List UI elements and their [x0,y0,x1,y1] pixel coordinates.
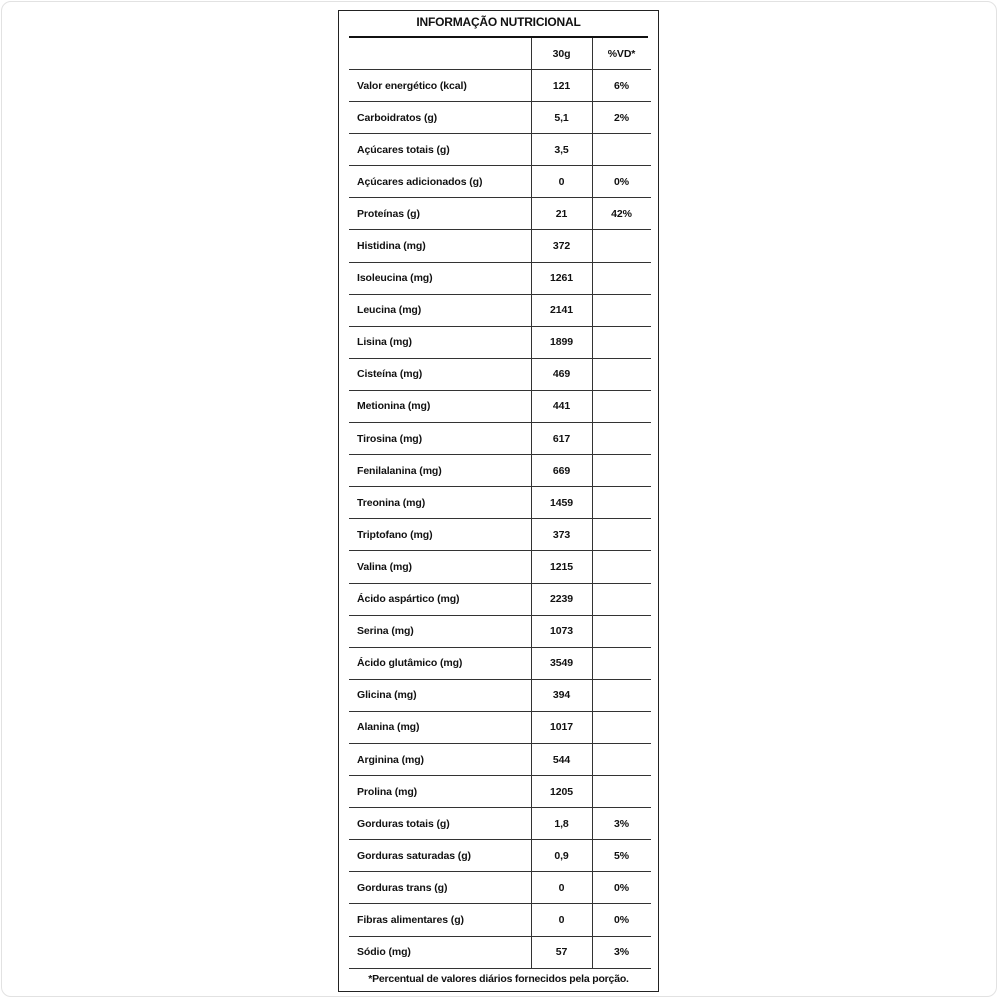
table-row [349,808,651,840]
nutrient-daily-value [592,519,651,551]
nutrient-name: Ácido aspártico (mg) [349,583,531,615]
table-row [349,166,651,198]
nutrient-amount: 373 [531,519,592,551]
nutrient-daily-value [592,134,651,166]
nutrient-daily-value [592,326,651,358]
nutrient-name: Isoleucina (mg) [349,262,531,294]
table-row [349,872,651,904]
header-nutrient [349,38,531,70]
nutrient-daily-value [592,615,651,647]
footnote: *Percentual de valores diários fornecidos pela porção. [368,973,629,985]
table-row [349,102,651,134]
nutrient-amount: 121 [531,70,592,102]
nutrient-name: Prolina (mg) [349,776,531,808]
table-row [349,294,651,326]
nutrient-name: Açúcares totais (g) [349,134,531,166]
nutrient-daily-value: 6% [592,70,651,102]
table-row [349,487,651,519]
table-row [349,551,651,583]
nutrient-amount: 3,5 [531,134,592,166]
nutrient-daily-value: 0% [592,166,651,198]
nutrient-daily-value: 3% [592,808,651,840]
table-row [349,134,651,166]
nutrient-amount: 469 [531,358,592,390]
nutrient-amount: 394 [531,679,592,711]
nutrient-daily-value [592,679,651,711]
table-row [349,390,651,422]
nutrient-name: Gorduras trans (g) [349,872,531,904]
header-daily-value: %VD* [592,38,651,70]
nutrient-amount: 544 [531,743,592,775]
nutrient-daily-value [592,711,651,743]
nutrient-amount: 5,1 [531,102,592,134]
nutrient-daily-value [592,423,651,455]
nutrient-daily-value [592,583,651,615]
table-row [349,198,651,230]
table-row [349,519,651,551]
nutrient-name: Proteínas (g) [349,198,531,230]
nutrient-name: Triptofano (mg) [349,519,531,551]
nutrient-name: Glicina (mg) [349,679,531,711]
nutrient-daily-value: 0% [592,904,651,936]
nutrient-name: Lisina (mg) [349,326,531,358]
table-row [349,423,651,455]
table-row [349,679,651,711]
nutrient-name: Sódio (mg) [349,936,531,968]
nutrient-name: Metionina (mg) [349,390,531,422]
nutrient-name: Gorduras totais (g) [349,808,531,840]
nutrient-daily-value [592,743,651,775]
nutrient-amount: 1205 [531,776,592,808]
nutrient-daily-value: 2% [592,102,651,134]
table-row [349,455,651,487]
nutrient-name: Cisteína (mg) [349,358,531,390]
table-row [349,583,651,615]
nutrient-name: Ácido glutâmico (mg) [349,647,531,679]
nutrient-name: Gorduras saturadas (g) [349,840,531,872]
table-row [349,262,651,294]
table-row [349,70,651,102]
nutrient-daily-value [592,358,651,390]
table-row [349,776,651,808]
nutrient-amount: 57 [531,936,592,968]
nutrient-daily-value [592,262,651,294]
nutrient-amount: 0 [531,872,592,904]
nutrient-daily-value [592,776,651,808]
nutrient-daily-value [592,551,651,583]
nutrient-name: Arginina (mg) [349,743,531,775]
nutrient-amount: 21 [531,198,592,230]
table-row [349,615,651,647]
nutrient-name: Histidina (mg) [349,230,531,262]
nutrient-amount: 1,8 [531,808,592,840]
nutrient-amount: 617 [531,423,592,455]
nutrient-amount: 1215 [531,551,592,583]
nutrient-name: Fibras alimentares (g) [349,904,531,936]
nutrient-amount: 1459 [531,487,592,519]
nutrient-name: Leucina (mg) [349,294,531,326]
table-row [349,326,651,358]
nutrient-amount: 0 [531,166,592,198]
table-row [349,840,651,872]
header-serving-amount: 30g [531,38,592,70]
table-row [349,743,651,775]
nutrient-daily-value [592,455,651,487]
table-row [349,358,651,390]
nutrition-rows [349,70,651,969]
nutrient-name: Valor energético (kcal) [349,70,531,102]
nutrient-amount: 3549 [531,647,592,679]
nutrient-daily-value: 5% [592,840,651,872]
nutrient-amount: 1017 [531,711,592,743]
nutrient-daily-value [592,390,651,422]
nutrient-amount: 0,9 [531,840,592,872]
table-row [349,230,651,262]
nutrient-daily-value: 0% [592,872,651,904]
nutrient-daily-value [592,647,651,679]
table-row [349,647,651,679]
nutrient-name: Açúcares adicionados (g) [349,166,531,198]
nutrient-amount: 1073 [531,615,592,647]
nutrient-amount: 2141 [531,294,592,326]
nutrient-name: Tirosina (mg) [349,423,531,455]
nutrient-amount: 441 [531,390,592,422]
nutrient-daily-value: 3% [592,936,651,968]
nutrient-amount: 669 [531,455,592,487]
nutrient-name: Carboidratos (g) [349,102,531,134]
table-row [349,904,651,936]
nutrient-name: Fenilalanina (mg) [349,455,531,487]
nutrient-name: Alanina (mg) [349,711,531,743]
nutrient-name: Treonina (mg) [349,487,531,519]
nutrition-table [349,38,651,969]
nutrient-amount: 1261 [531,262,592,294]
table-header-row [349,38,651,70]
nutrient-amount: 1899 [531,326,592,358]
nutrient-name: Valina (mg) [349,551,531,583]
nutrition-label [338,10,659,992]
nutrient-daily-value [592,230,651,262]
nutrient-amount: 2239 [531,583,592,615]
nutrient-daily-value [592,487,651,519]
nutrient-amount: 372 [531,230,592,262]
table-row [349,711,651,743]
nutrient-amount: 0 [531,904,592,936]
nutrient-name: Serina (mg) [349,615,531,647]
table-row [349,936,651,968]
label-title: INFORMAÇÃO NUTRICIONAL [416,15,581,29]
nutrient-daily-value [592,294,651,326]
nutrient-daily-value: 42% [592,198,651,230]
